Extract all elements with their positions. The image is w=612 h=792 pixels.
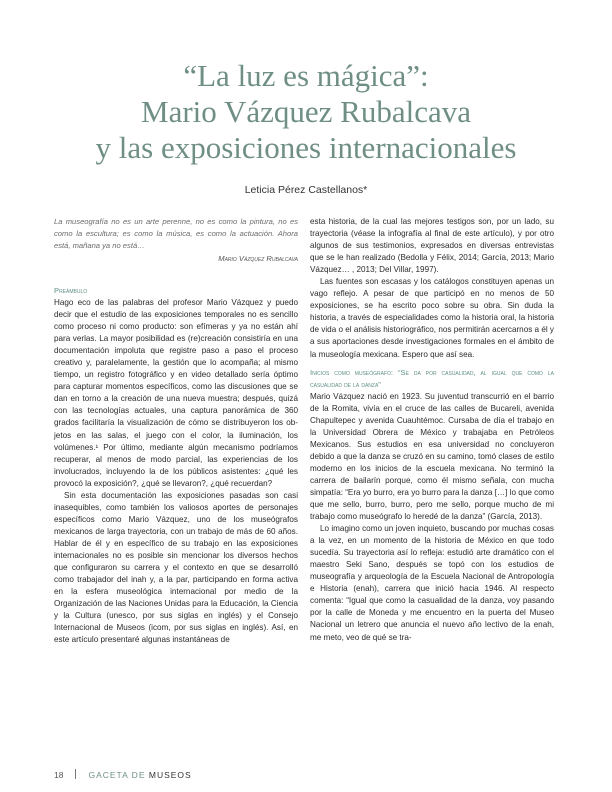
page-number: 18 bbox=[54, 770, 64, 780]
author-name: Leticia Pérez Castellanos* bbox=[244, 184, 368, 196]
paragraph: Las fuentes son escasas y los catálogos constituyen apenas un vago reflejo. A pesar de que participó en no menos de 50 exposiciones, se ha escrito poco sobre su obra. Sin duda la historia, a través de especialidades como la historia oral, la historia de vida o el análisis historiográfico, nos permitirán acercarnos a él y a sus aportaciones desde investigaciones formales en el ámbito de la museología mexicana. Espero que así sea. bbox=[310, 277, 554, 359]
magazine-name bbox=[88, 770, 191, 780]
paragraph: esta historia, de la cual las mejores testigos son, por un lado, su trayectoria (véase la infografía al final de este artículo), y por otro algunos de sus testimonios, expresados en diversas entrevistas que se le han realizado (Bedolla y Félix, 2014; García, 2013; Mario Vázquez… , 2013; Del Villar, 1997). bbox=[310, 217, 554, 275]
epigraph-attribution: Mario Vázquez Rubalcava bbox=[218, 254, 298, 263]
paragraph: Sin esta documentación las exposiciones pasadas son casi inasequibles, como también los valiosos aportes de personajes específicos como Mario Vázquez, uno de los museógrafos mexicanos de larga trayectoria, con un trabajo de más de 60 años. Hablar de él y en específico de su trabajo en las exposiciones internacionales no es posible sin mencionar los diversos hechos que configuraron su carrera y el contexto en que se desarrolló como trabajador del inah y, a la par, participando en forma activa en la esfera museológica internacional por medio de la Organización de las Naciones Unidas para la Educación, la Ciencia y la Cultura (unesco, por sus siglas en inglés) y el Consejo Internacional de Museos (icom, por sus siglas en inglés). Así, en este artículo presentaré algunas instantáneas de bbox=[54, 490, 298, 645]
paragraph: Lo imagino como un joven inquieto, buscando por muchas cosas a la vez, en un momento de la historia de México en que todo sucedía. Su trayectoria así lo refleja: estudió arte dramático con el maestro Seki Sano, después se topó con los estudios de museografía y arqueología de la Escuela Nacional de Antropología e Historia (enah), carrera que inició hacia 1946. Al respecto comenta: “Igual que como la casualidad de la danza, voy pasando por la calle de Moneda y me encuentro en la puerta del Museo Nacional un letrero que anuncia el nuevo año lectivo de la enah, me meto, veo de qué se tra- bbox=[310, 524, 554, 642]
title-line-2: Mario Vázquez Rubalcava bbox=[141, 94, 471, 129]
title-line-1: “La luz es mágica”: bbox=[183, 58, 429, 93]
right-column bbox=[310, 216, 554, 644]
left-column bbox=[54, 216, 298, 646]
title-line-3: y las exposiciones internacionales bbox=[95, 130, 517, 165]
paragraph: Hago eco de las palabras del profesor Mario Vázquez y puedo decir que el estudio de las exposiciones temporales no es sencillo como proceso ni como producto: son efímeras y ya no están ahí para verlas. La mayor posibilidad es (re)creación consistiría en una documentación impoluta que registre paso a paso el proceso creativo y, paralelamente, la gestión que lo acompaña; al mismo tiempo, un registro fotográfico y en video detallado sería óptimo para capturar momentos específicos, como las discusiones que se dan en torno a la creación de una nueva muestra; después, quizá con las tecnologías actuales, una captura panorámica de 360 grados facilitaría la visualización de cómo se distribuyeron los objetos en las salas, el juego con el color, la iluminación, los volúmenes.¹ Por último, mediante algún mecanismo podríamos recuperar, al menos de modo parcial, las experiencias de los involucrados, incluyendo la de los públicos asistentes: ¿qué les provocó la exposición?, ¿qué se llevaron?, ¿qué recuerdan? bbox=[54, 298, 298, 488]
section-heading-preambulo: Preámbulo bbox=[54, 286, 88, 295]
paragraph: Mario Vázquez nació en 1923. Su juventud transcurrió en el barrio de la Romita, vivía en el cruce de las calles de Bucareli, avenida Chapultepec y avenida Cuauhtémoc. Cursaba de día el trabajo en la Universidad Obrera de México y trabajaba en Petróleos Mexicanos. Sus estudios en esa universidad no concluyeron debido a que la danza se cruzó en su camino, tomó clases de estilo moderno en los inicios de la escuela mexicana. No terminó la carrera de bailarín porque, como él mismo señala, con mucha simpatía: “Era yo burro, era yo burro para la danza […] lo que como que me sello, burro, burro, pero me sello, porque mucho de mi trabajo como museógrafo lo heredé de la danza” (García, 2013). bbox=[310, 391, 554, 522]
page-footer bbox=[54, 769, 192, 780]
article-title bbox=[0, 58, 612, 166]
footer-divider bbox=[75, 769, 76, 779]
section-heading-inicios: Inicios como museógrafo: “Se da por casualidad, al igual que como la casualidad de la danza” bbox=[310, 367, 554, 389]
epigraph-quote: La museografía no es un arte perenne, no es como la pintura, no es como la escultura; es como la música, es como la actuación. Ahora está, mañana ya no está… bbox=[54, 217, 298, 250]
magazine-title: MUSEOS bbox=[148, 770, 192, 780]
magazine-prefix: GACETA DE bbox=[88, 770, 149, 780]
